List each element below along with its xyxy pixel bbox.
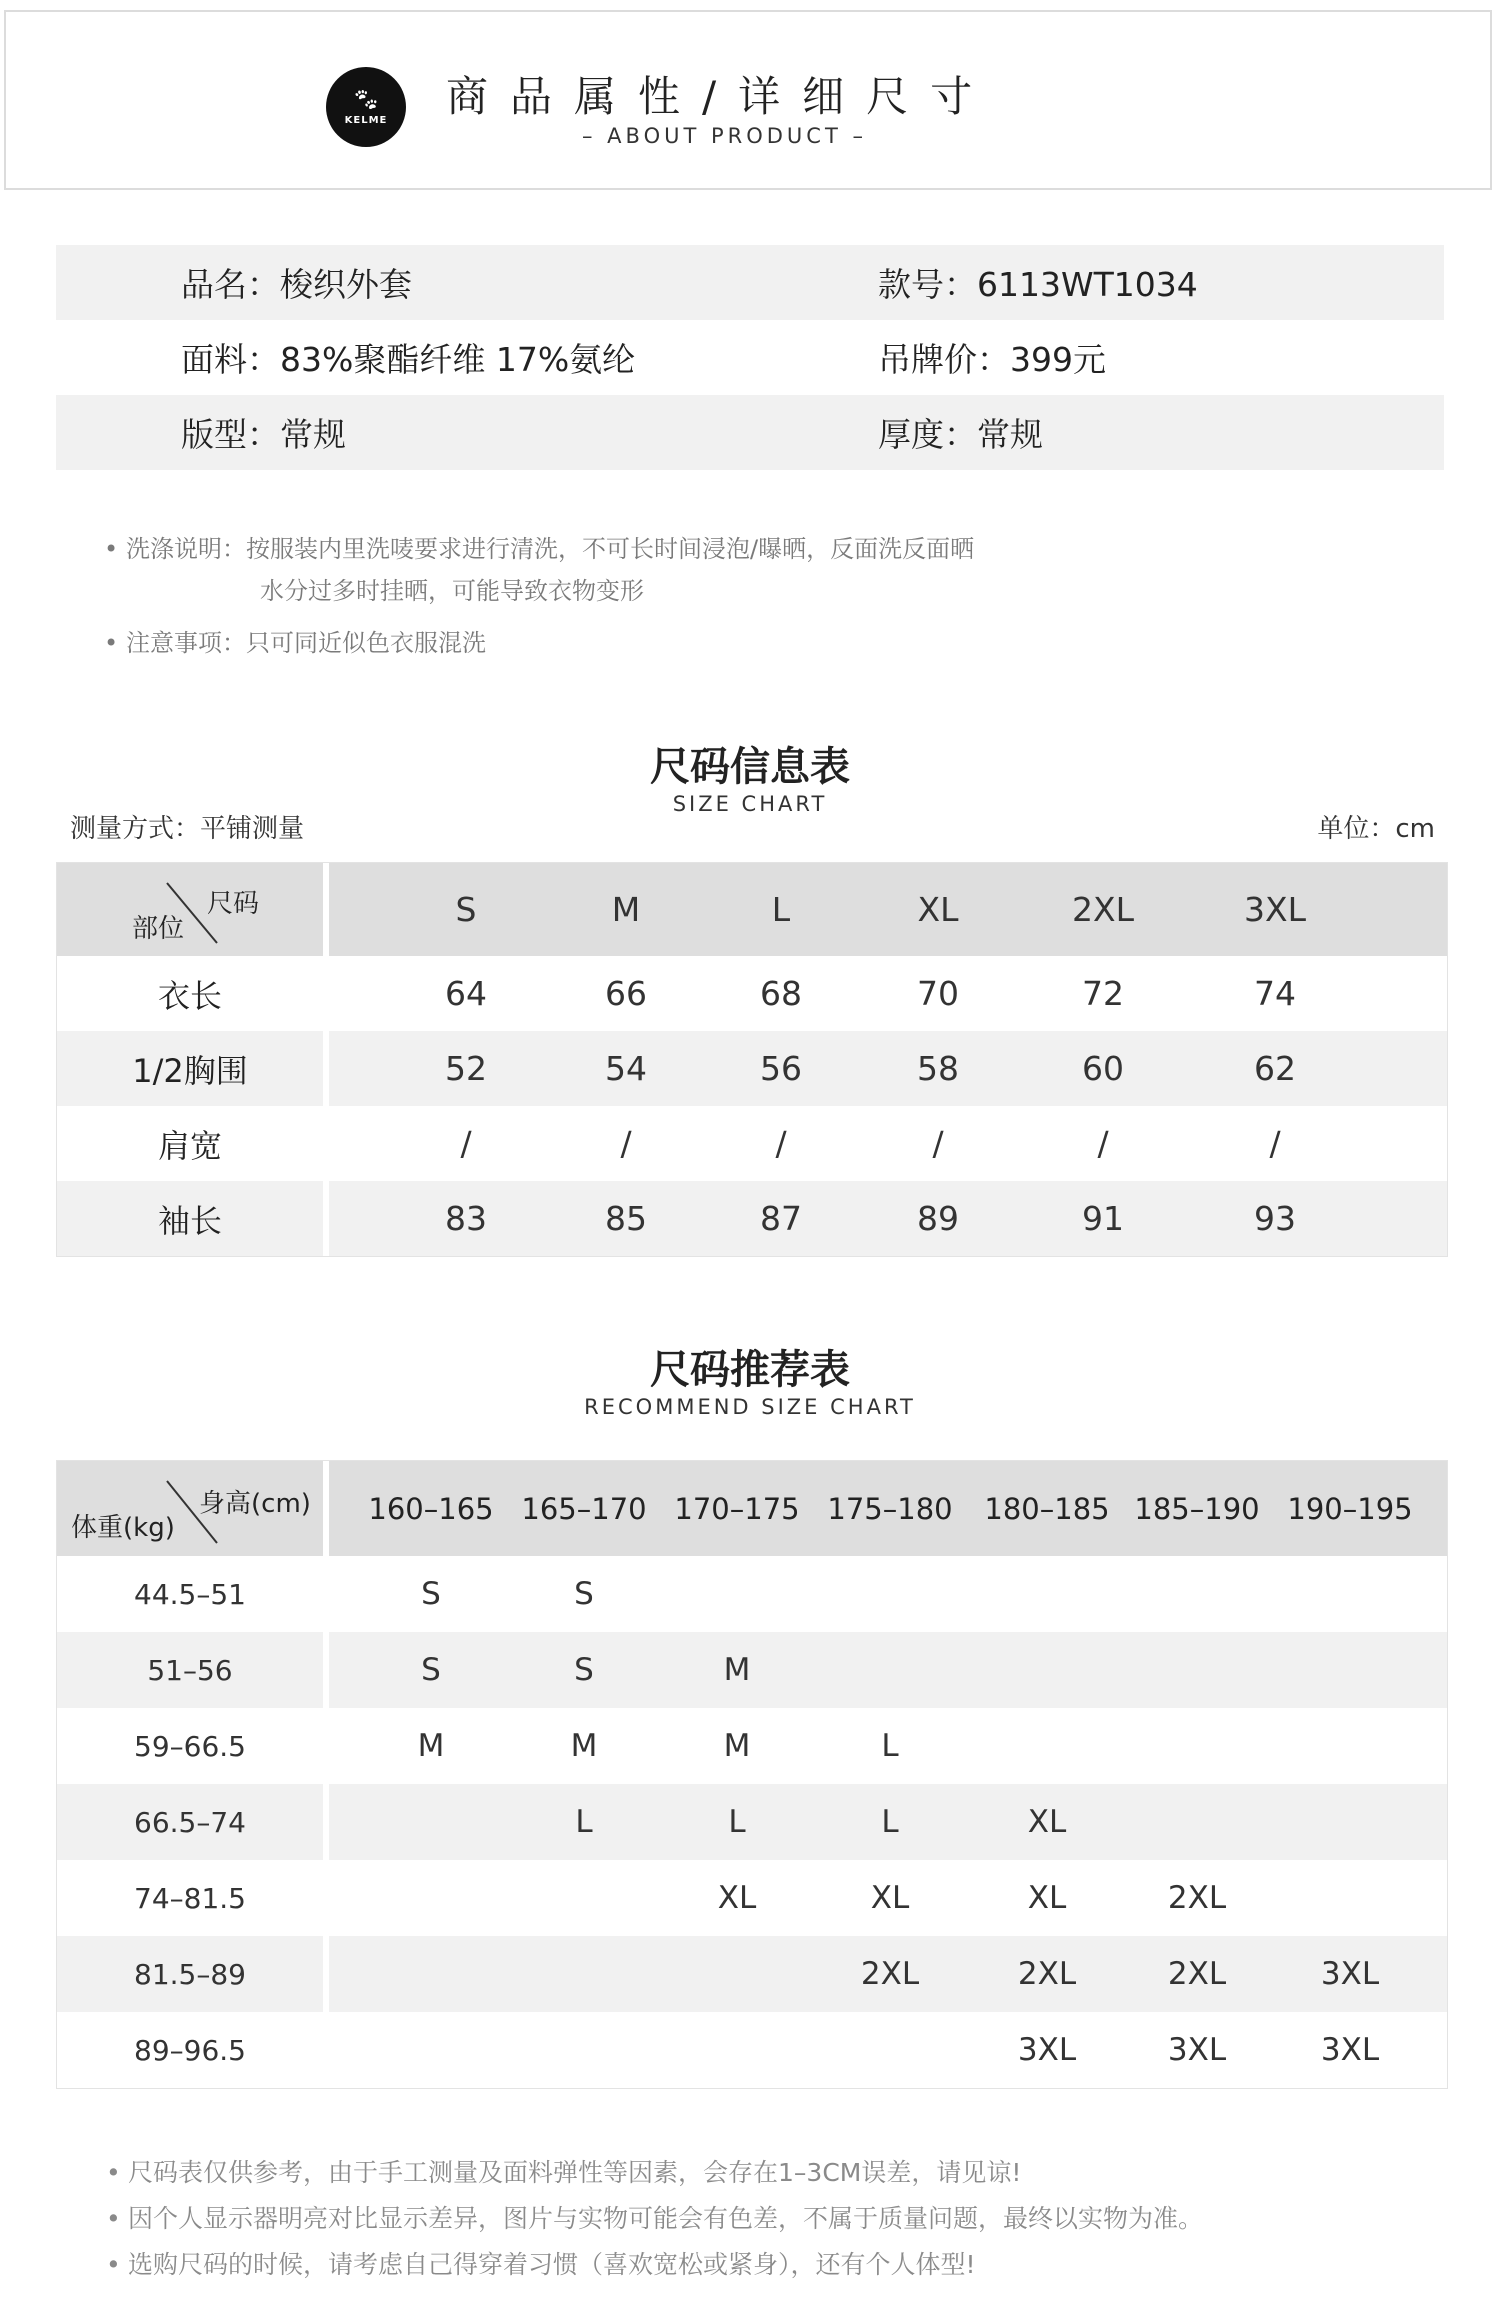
- recommend-chart-header-row: [57, 1461, 1447, 1556]
- size-row-label: 衣长: [57, 956, 329, 1031]
- weight-row-label: 59–66.5: [57, 1708, 329, 1784]
- recommended-size-cell: XL: [1027, 1880, 1067, 1916]
- footer-note: [104, 2150, 1203, 2196]
- size-chart-title: 尺码信息表: [650, 744, 850, 790]
- size-value-cell: 60: [1082, 1049, 1124, 1088]
- size-value-cell: /: [460, 1124, 472, 1163]
- recommended-size-cell: 3XL: [1167, 2032, 1227, 2068]
- recommended-size-cell: 3XL: [1320, 2032, 1380, 2068]
- recommended-size-cell: S: [574, 1652, 594, 1688]
- page-subtitle: – ABOUT PRODUCT –: [582, 124, 867, 148]
- weight-row-label: 66.5–74: [57, 1784, 329, 1860]
- size-header-cell: 3XL: [1244, 890, 1306, 929]
- size-value-cell: 54: [605, 1049, 647, 1088]
- size-chart-row: [57, 956, 1447, 1031]
- recommend-chart-row: [57, 1860, 1447, 1936]
- weight-row-label: 89–96.5: [57, 2012, 329, 2088]
- size-value-cell: 52: [445, 1049, 487, 1088]
- size-value-cell: 93: [1254, 1199, 1296, 1238]
- height-header-cell: 160–165: [368, 1491, 494, 1526]
- info-style-number: 款号：6113WT1034: [878, 265, 1198, 304]
- footer-note: [104, 2242, 1203, 2288]
- measure-method: 测量方式：平铺测量: [70, 814, 305, 844]
- size-value-cell: /: [1269, 1124, 1281, 1163]
- size-value-cell: 87: [760, 1199, 802, 1238]
- size-header-cell: S: [455, 890, 477, 929]
- size-header-cell: M: [611, 890, 641, 929]
- size-value-cell: 62: [1254, 1049, 1296, 1088]
- recommend-chart-subtitle: RECOMMEND SIZE CHART: [584, 1395, 916, 1419]
- corner-part-label: 部位: [132, 914, 185, 944]
- info-fabric: 面料：83%聚酯纤维 17%氨纶: [181, 340, 636, 379]
- footer-notes: [104, 2150, 1203, 2288]
- recommend-chart-title: 尺码推荐表: [650, 1347, 850, 1393]
- height-header-cell: 190–195: [1287, 1491, 1413, 1526]
- size-value-cell: 56: [760, 1049, 802, 1088]
- recommended-size-cell: 2XL: [1017, 1956, 1077, 1992]
- size-value-cell: /: [620, 1124, 632, 1163]
- size-value-cell: /: [775, 1124, 787, 1163]
- size-header-cell: 2XL: [1072, 890, 1134, 929]
- recommended-size-cell: XL: [870, 1880, 910, 1916]
- size-value-cell: 74: [1254, 974, 1296, 1013]
- size-header-cell: XL: [917, 890, 959, 929]
- size-value-cell: 68: [760, 974, 802, 1013]
- attention-text: 注意事项：只可同近似色衣服混洗: [126, 629, 486, 657]
- weight-row-label: 74–81.5: [57, 1860, 329, 1936]
- height-header-cell: 170–175: [674, 1491, 800, 1526]
- recommend-chart-row: [57, 2012, 1447, 2088]
- recommend-chart-row: [57, 1784, 1447, 1860]
- footer-note-text: 尺码表仅供参考，由于手工测量及面料弹性等因素，会存在1–3CM误差，请见谅!: [128, 2158, 1022, 2187]
- bullet-icon: •: [106, 2250, 121, 2279]
- size-chart-row: [57, 1181, 1447, 1256]
- size-value-cell: 83: [445, 1199, 487, 1238]
- info-row: [56, 320, 1444, 395]
- recommended-size-cell: M: [723, 1652, 751, 1688]
- recommended-size-cell: M: [723, 1728, 751, 1764]
- recommended-size-cell: XL: [717, 1880, 757, 1916]
- recommended-size-cell: L: [881, 1728, 899, 1764]
- recommended-size-cell: S: [421, 1576, 441, 1612]
- size-value-cell: 72: [1082, 974, 1124, 1013]
- logo-brand-text: KELME: [344, 114, 388, 126]
- size-chart-subtitle: SIZE CHART: [672, 792, 828, 816]
- footer-note-text: 因个人显示器明亮对比显示差异，图片与实物可能会有色差，不属于质量问题，最终以实物为准。: [128, 2204, 1204, 2233]
- recommended-size-cell: S: [574, 1576, 594, 1612]
- wash-text-1: 洗涤说明：按服装内里洗唛要求进行清洗，不可长时间浸泡/曝晒，反面洗反面晒: [126, 535, 975, 563]
- footer-note-text: 选购尺码的时候，请考虑自己得穿着习惯（喜欢宽松或紧身），还有个人体型!: [128, 2250, 976, 2279]
- product-info-table: [56, 245, 1444, 470]
- size-row-label: 1/2胸围: [57, 1031, 329, 1106]
- size-value-cell: 66: [605, 974, 647, 1013]
- height-header-cell: 165–170: [521, 1491, 647, 1526]
- recommended-size-cell: M: [570, 1728, 598, 1764]
- size-chart-header-row: [57, 863, 1447, 956]
- unit-label: 单位：cm: [1317, 814, 1435, 844]
- size-header-cell: L: [771, 890, 791, 929]
- info-row: [56, 395, 1444, 470]
- size-value-cell: 58: [917, 1049, 959, 1088]
- recommended-size-cell: XL: [1027, 1804, 1067, 1840]
- bullet-icon: •: [106, 2158, 121, 2187]
- bullet-icon: •: [106, 2204, 121, 2233]
- corner-size-label: 尺码: [207, 889, 260, 919]
- recommended-size-cell: L: [575, 1804, 593, 1840]
- size-value-cell: 89: [917, 1199, 959, 1238]
- info-product-name: 品名：梭织外套: [181, 265, 412, 304]
- recommended-size-cell: L: [728, 1804, 746, 1840]
- wash-instructions: [102, 528, 974, 570]
- size-row-label: 袖长: [57, 1181, 329, 1256]
- corner-height-label: 身高(cm): [199, 1489, 311, 1519]
- attention-note: [102, 622, 974, 664]
- recommended-size-cell: 2XL: [1167, 1880, 1227, 1916]
- size-chart-row: [57, 1031, 1447, 1106]
- size-value-cell: /: [932, 1124, 944, 1163]
- kelme-logo: [326, 67, 406, 147]
- wash-instructions-cont: [102, 570, 974, 612]
- recommended-size-cell: 3XL: [1017, 2032, 1077, 2068]
- recommended-size-cell: S: [421, 1652, 441, 1688]
- page-title: 商品属性/详细尺寸: [446, 72, 995, 121]
- size-value-cell: 64: [445, 974, 487, 1013]
- size-chart-table: [56, 862, 1448, 1257]
- weight-row-label: 44.5–51: [57, 1556, 329, 1632]
- recommend-chart-row: [57, 1936, 1447, 2012]
- corner-weight-label: 体重(kg): [71, 1513, 175, 1543]
- recommended-size-cell: 2XL: [860, 1956, 920, 1992]
- info-thickness: 厚度：常规: [878, 415, 1043, 454]
- wash-text-2: 水分过多时挂晒，可能导致衣物变形: [260, 577, 644, 605]
- paw-icon: 🐾︎: [352, 87, 380, 113]
- recommend-chart-row: [57, 1556, 1447, 1632]
- recommend-chart-row: [57, 1632, 1447, 1708]
- info-price: 吊牌价：399元: [878, 340, 1106, 379]
- footer-note: [104, 2196, 1203, 2242]
- weight-row-label: 81.5–89: [57, 1936, 329, 2012]
- info-row: [56, 245, 1444, 320]
- size-value-cell: 70: [917, 974, 959, 1013]
- bullet-icon: •: [104, 535, 119, 563]
- size-row-label: 肩宽: [57, 1106, 329, 1181]
- care-notes: [102, 528, 974, 664]
- info-fit: 版型：常规: [181, 415, 346, 454]
- size-value-cell: 85: [605, 1199, 647, 1238]
- weight-row-label: 51–56: [57, 1632, 329, 1708]
- size-chart-row: [57, 1106, 1447, 1181]
- recommended-size-cell: L: [881, 1804, 899, 1840]
- recommend-chart-row: [57, 1708, 1447, 1784]
- header-box: [4, 10, 1492, 190]
- height-header-cell: 175–180: [827, 1491, 953, 1526]
- recommended-size-cell: 3XL: [1320, 1956, 1380, 1992]
- recommend-chart-corner: [57, 1461, 329, 1556]
- height-header-cell: 185–190: [1134, 1491, 1260, 1526]
- size-value-cell: 91: [1082, 1199, 1124, 1238]
- recommended-size-cell: 2XL: [1167, 1956, 1227, 1992]
- recommend-chart-table: [56, 1460, 1448, 2089]
- recommended-size-cell: M: [417, 1728, 445, 1764]
- size-value-cell: /: [1097, 1124, 1109, 1163]
- diagonal-divider: [57, 863, 329, 956]
- size-chart-corner: [57, 863, 329, 956]
- bullet-icon: •: [104, 629, 119, 657]
- height-header-cell: 180–185: [984, 1491, 1110, 1526]
